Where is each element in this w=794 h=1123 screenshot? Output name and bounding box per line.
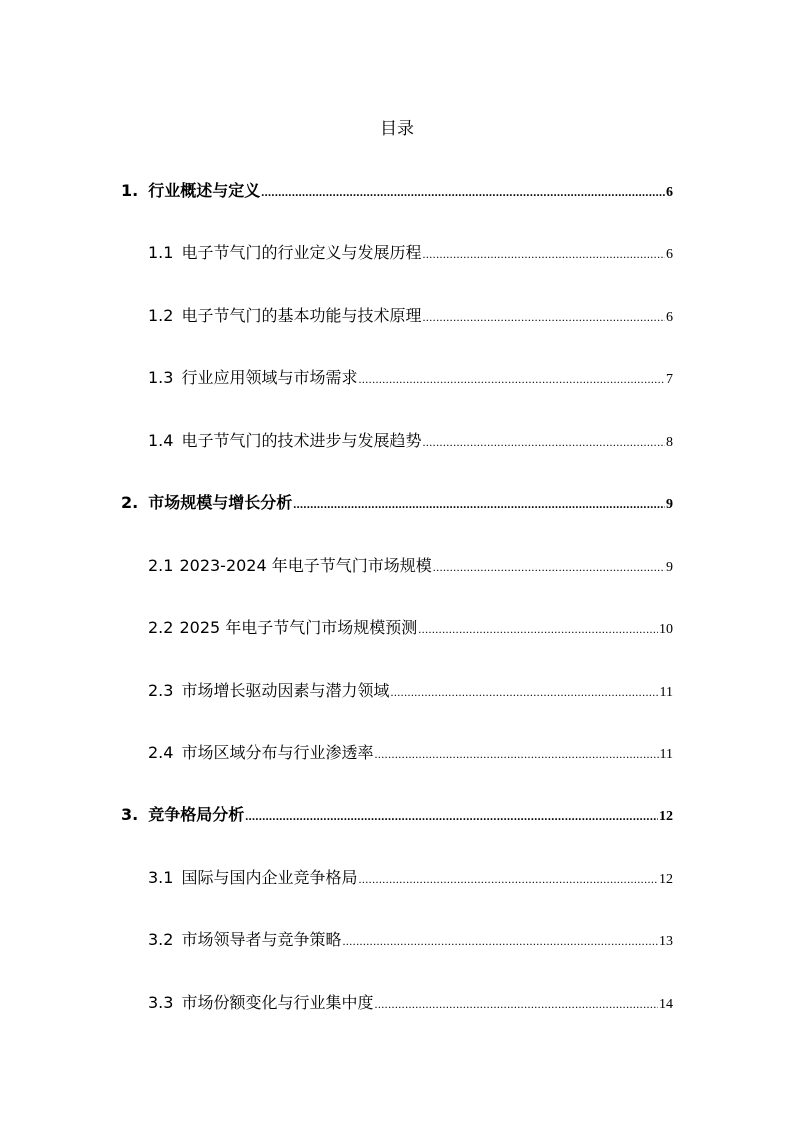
toc-entry-page: 11	[659, 685, 673, 700]
toc-entry-title: 市场份额变化与行业集中度	[181, 993, 374, 1012]
toc-entry-page: 11	[659, 747, 673, 762]
toc-entry-2-3[interactable]	[148, 679, 673, 703]
toc-entry-title: 竞争格局分析	[148, 805, 245, 824]
toc-entry-title: 市场增长驱动因素与潜力领域	[181, 681, 390, 700]
toc-dot-leader	[374, 992, 658, 1016]
toc-entry-number: 1.	[121, 181, 139, 200]
toc-entry-2-1[interactable]	[148, 554, 673, 578]
toc-entry-title: 电子节气门的行业定义与发展历程	[181, 243, 422, 262]
toc-entry-number: 1.3	[148, 368, 174, 387]
toc-entry-number: 3.2	[148, 930, 174, 949]
toc-entry-3[interactable]	[121, 803, 673, 827]
toc-entry-page: 14	[659, 997, 673, 1012]
toc-dot-leader	[358, 367, 665, 391]
toc-entry-3-1[interactable]	[148, 866, 673, 890]
toc-entry-number: 3.	[121, 805, 139, 824]
toc-dot-leader	[422, 430, 665, 454]
toc-entry-2-2[interactable]	[148, 616, 673, 640]
toc-entry-number: 2.1	[148, 556, 174, 575]
toc-entry-page: 10	[659, 622, 673, 637]
toc-entry-title: 电子节气门的技术进步与发展趋势	[181, 431, 422, 450]
toc-entry-1-2[interactable]	[148, 304, 673, 328]
toc-entry-title: 电子节气门的基本功能与技术原理	[181, 306, 422, 325]
toc-entry-title: 市场领导者与竞争策略	[181, 930, 342, 949]
toc-entry-title: 国际与国内企业竞争格局	[181, 868, 358, 887]
toc-entry-1[interactable]	[121, 179, 673, 203]
toc-entry-number: 2.2	[148, 618, 174, 637]
toc-entry-1-3[interactable]	[148, 366, 673, 390]
toc-dot-leader	[390, 680, 658, 704]
toc-entry-3-3[interactable]	[148, 991, 673, 1015]
toc-dot-leader	[422, 242, 665, 266]
toc-entry-1-1[interactable]	[148, 241, 673, 265]
toc-entry-number: 2.	[121, 493, 139, 512]
toc-entry-number: 1.4	[148, 431, 174, 450]
toc-entry-page: 12	[659, 872, 673, 887]
toc-dot-leader	[293, 492, 665, 516]
toc-entry-page: 6	[666, 185, 673, 200]
toc-entry-title: 行业应用领域与市场需求	[181, 368, 358, 387]
toc-entry-page: 12	[659, 809, 673, 824]
toc-dot-leader	[433, 555, 665, 579]
toc-dot-leader	[374, 742, 658, 766]
toc-entry-number: 2.3	[148, 681, 174, 700]
toc-title: 目录	[380, 119, 414, 139]
toc-entry-number: 1.1	[148, 243, 174, 262]
toc-entry-title: 市场区域分布与行业渗透率	[181, 743, 374, 762]
toc-entry-number: 2.4	[148, 743, 174, 762]
toc-entry-title: 2025 年电子节气门市场规模预测	[179, 618, 418, 637]
toc-entry-number: 3.1	[148, 868, 174, 887]
toc-dot-leader	[245, 804, 658, 828]
toc-entry-page: 9	[666, 497, 673, 512]
toc-dot-leader	[418, 617, 658, 641]
toc-entry-title: 市场规模与增长分析	[148, 493, 293, 512]
toc-entry-page: 8	[666, 435, 673, 450]
toc-entry-page: 7	[666, 372, 673, 387]
toc-entry-number: 1.2	[148, 306, 174, 325]
toc-entry-2-4[interactable]	[148, 741, 673, 765]
toc-dot-leader	[358, 867, 658, 891]
toc-entry-title: 2023-2024 年电子节气门市场规模	[179, 556, 432, 575]
toc-entry-1-4[interactable]	[148, 429, 673, 453]
toc-entry-2[interactable]	[121, 491, 673, 515]
toc-dot-leader	[422, 305, 665, 329]
toc-entry-page: 6	[666, 247, 673, 262]
toc-entry-number: 3.3	[148, 993, 174, 1012]
toc-entry-page: 6	[666, 310, 673, 325]
toc-entry-3-2[interactable]	[148, 928, 673, 952]
toc-entry-page: 13	[659, 934, 673, 949]
toc-entry-page: 9	[666, 560, 673, 575]
toc-entry-title: 行业概述与定义	[148, 181, 261, 200]
toc-dot-leader	[261, 180, 665, 204]
toc-dot-leader	[342, 929, 658, 953]
